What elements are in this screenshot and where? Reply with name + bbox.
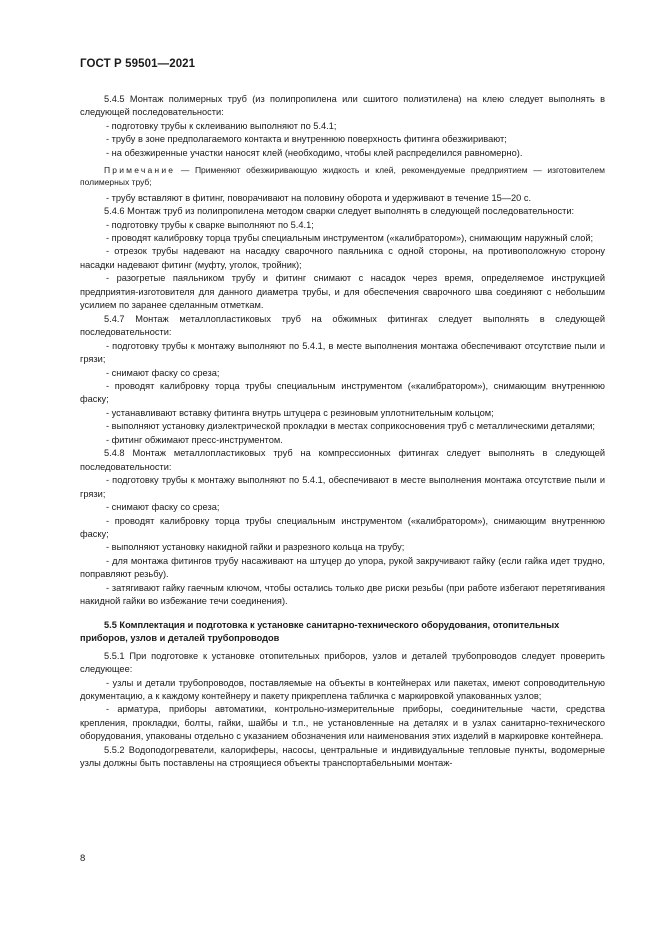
list-item: - выполняют установку накидной гайки и разрезного кольца на трубу;	[106, 542, 405, 553]
list-item: - затягивают гайку гаечным ключом, чтобы остались только две риски резьбы (при работе избегают перетягивания накидной гайки во избежание течи соединения).	[80, 582, 605, 607]
list-item: - для монтажа фитингов трубу насаживают на штуцер до упора, рукой закручивают гайку (если гайка идет трудно, поправляют резьбу).	[80, 555, 605, 580]
paragraph-5-4-5: 5.4.5 Монтаж полимерных труб (из полипропилена или сшитого полиэтилена) на клею следует выполнять в следующей последовательности:	[80, 94, 605, 118]
list-item: - проводят калибровку торца трубы специальным инструментом («калибратором»), снимающим внутреннюю фаску;	[80, 515, 605, 539]
note	[80, 164, 605, 188]
list-item: - арматура, приборы автоматики, контрольно-измерительные приборы, соединительные части, средства крепления, прокладки, болты, гайки, шайбы и т.п., не установленные на деталях и в узлах санитарно-технического оборудования, упакованы отдельно с указанием обозначения или наименования этих изделий в маркировке контейнера.	[80, 704, 605, 742]
list-item: - отрезок трубы надевают на насадку сварочного паяльника с одной стороны, на противоположную сторону насадки надевают фитинг (муфту, уголок, тройник);	[80, 246, 605, 270]
list-item: - фитинг обжимают пресс-инструментом.	[106, 434, 283, 445]
note-text: — Применяют обезжиривающую жидкость и клей, рекомендуемые предприятием — изготовителем полимерных труб;	[80, 165, 605, 188]
list-item: - трубу вставляют в фитинг, поворачивают на половину оборота и удерживают в течение 15—20 с.	[106, 192, 532, 203]
document-code: ГОСТ Р 59501—2021	[80, 58, 196, 70]
list-item: - выполняют установку диэлектрической прокладки в местах соприкосновения труб с металлическими деталями;	[106, 421, 595, 432]
paragraph-5-5-1: 5.5.1 При подготовке к установке отопительных приборов, узлов и деталей трубопроводов следует проверить следующее:	[80, 650, 605, 675]
paragraph-5-4-6: 5.4.6 Монтаж труб из полипропилена методом сварки следует выполнять в следующей последовательности:	[104, 206, 575, 217]
list-item: - узлы и детали трубопроводов, поставляемые на объекты в контейнерах или пакетах, имеют сопроводительную документацию, а к каждому контейнеру и пакету прикреплена табличка с маркировкой упакованных узлов;	[80, 677, 605, 701]
paragraph-5-5-2: 5.5.2 Водоподогреватели, калориферы, насосы, центральные и индивидуальные тепловые пункты, водомерные узлы должны быть поставлены на строящиеся объекты транспортабельными монтаж-	[80, 744, 605, 769]
list-item: - подготовку трубы к склеиванию выполняют по 5.4.1;	[106, 120, 337, 131]
list-item: - на обезжиренные участки наносят клей (необходимо, чтобы клей распределился равномерно).	[106, 147, 523, 158]
list-item: - снимают фаску со среза;	[106, 502, 220, 513]
section-heading-5-5: 5.5 Комплектация и подготовка к установке санитарно-технического оборудования, отопительных приборов, узлов и деталей трубопроводов	[80, 619, 560, 644]
paragraph-5-4-7: 5.4.7 Монтаж металлопластиковых труб на обжимных фитингах следует выполнять в следующей последовательности:	[80, 313, 605, 338]
paragraph-5-4-8: 5.4.8 Монтаж металлопластиковых труб на компрессионных фитингах следует выполнять в следующей последовательности:	[80, 448, 605, 472]
page-number: 8	[80, 853, 86, 864]
list-item: - проводят калибровку торца трубы специальным инструментом («калибратором»), снимающим наружный слой;	[106, 233, 594, 244]
list-item: - проводят калибровку торца трубы специальным инструментом («калибратором»), снимающим внутреннюю фаску;	[80, 381, 605, 405]
list-item: - устанавливают вставку фитинга внутрь штуцера с резиновым уплотнительным кольцом;	[106, 407, 494, 418]
list-item: - подготовку трубы к монтажу выполняют по 5.4.1, в месте выполнения монтажа обеспечивают отсутствие пыли и грязи;	[80, 340, 605, 365]
list-item: - трубу в зоне предполагаемого контакта и внутреннюю поверхность фитинга обезжиривают;	[106, 134, 507, 145]
list-item: - снимают фаску со среза;	[106, 367, 220, 378]
document-body	[80, 93, 605, 771]
list-item: - разогретые паяльником трубу и фитинг снимают с насадок через время, определяемое инструкцией предприятия-изготовителя для данного диаметра трубы, и для обеспечения сварочного шва соединяют с небольшим усилием по заранее сделанным отметкам.	[80, 273, 605, 311]
list-item: - подготовку трубы к монтажу выполняют по 5.4.1, обеспечивают в месте выполнения монтажа отсутствие пыли и грязи;	[80, 475, 605, 499]
list-item: - подготовку трубы к сварке выполняют по 5.4.1;	[106, 219, 314, 230]
note-label: Примечание	[104, 165, 176, 176]
